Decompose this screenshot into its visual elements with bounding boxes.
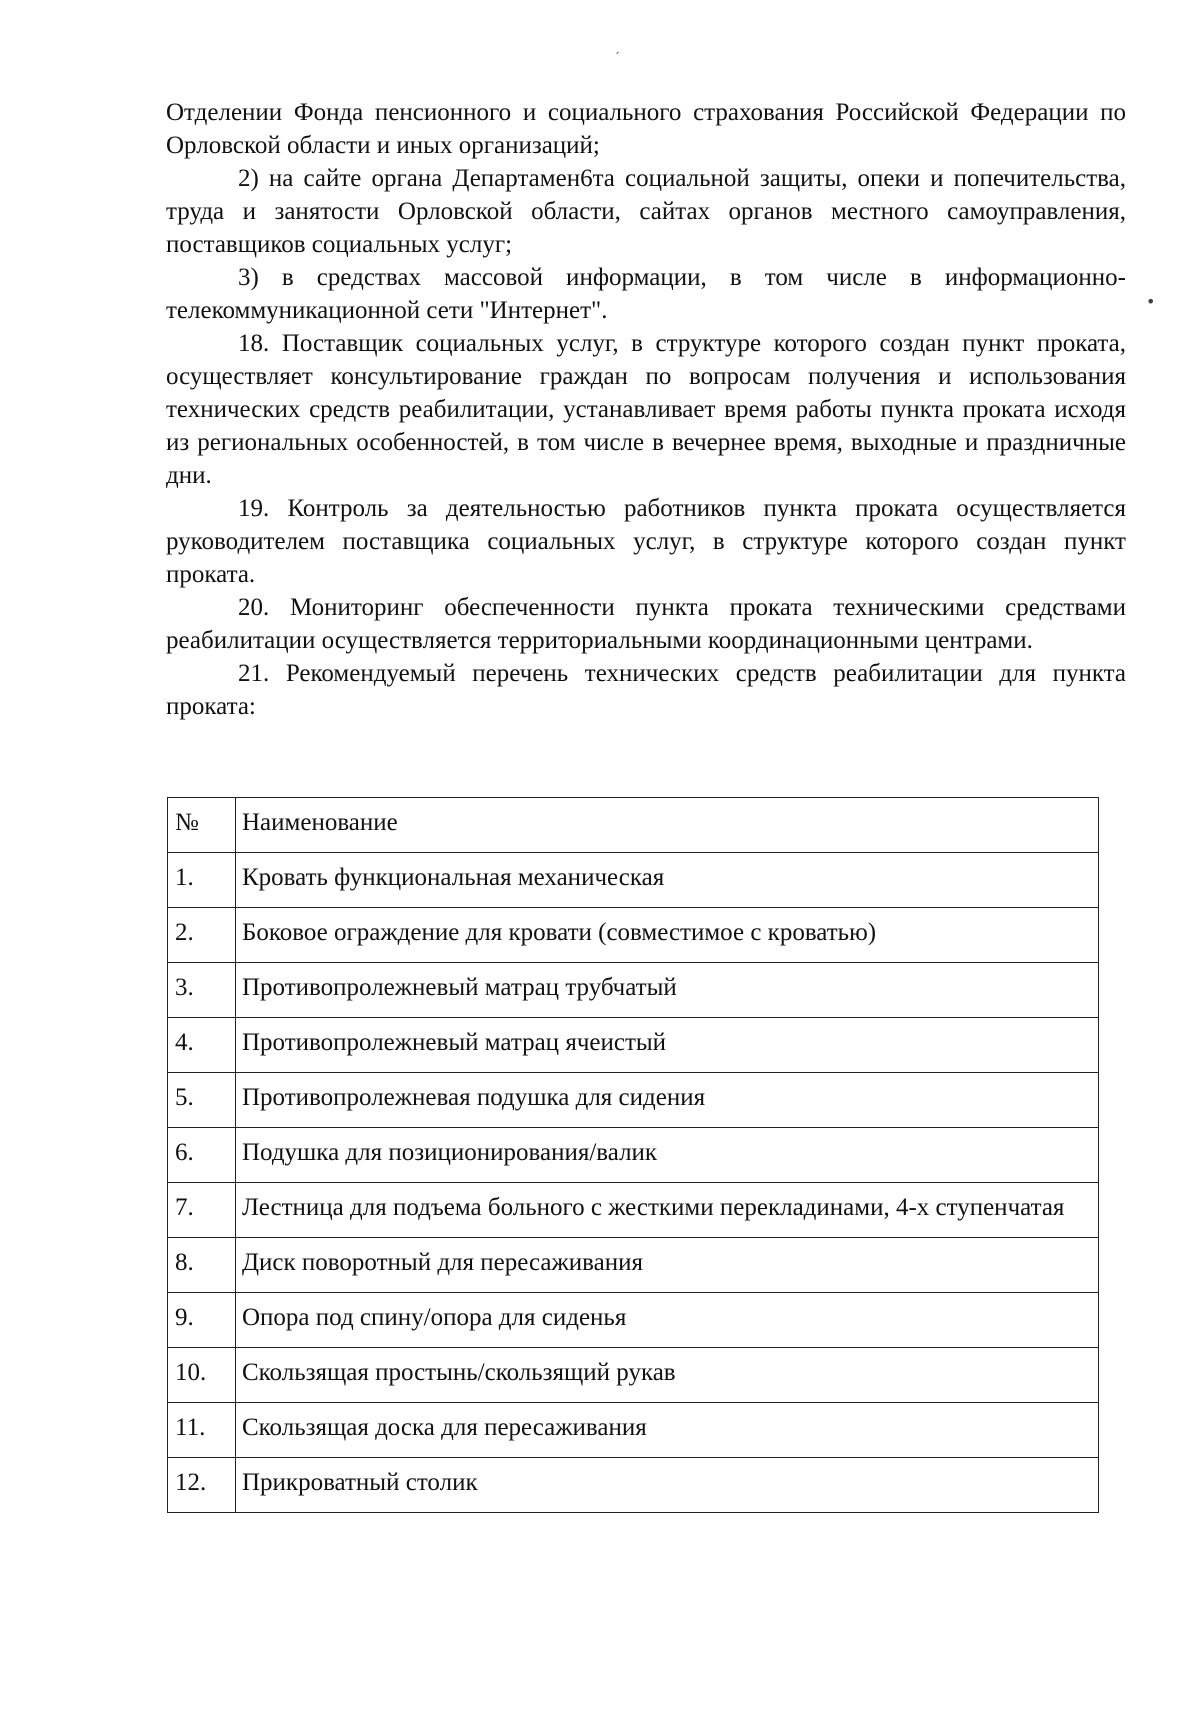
scan-speck: • [1146,292,1156,311]
table-row [168,1128,1099,1183]
row-name: Боковое ограждение для кровати (совместимое с кроватью) [236,908,1099,963]
row-num: 3. [168,963,236,1018]
table-row [168,908,1099,963]
row-num: 1. [168,853,236,908]
paragraph: 18. Поставщик социальных услуг, в структуре которого создан пункт проката, осуществляет консультирование граждан по вопросам получения и использования технических средств реабилитации, устанавливает время работы пункта проката исходя из региональных особенностей, в том числе в вечернее время, выходные и праздничные дни. [166,330,1126,489]
paragraph: Отделении Фонда пенсионного и социального страхования Российской Федерации по Орловской области и иных организаций; [166,99,1126,159]
row-num: 10. [168,1348,236,1403]
equipment-table [167,797,1099,1513]
table-row [168,853,1099,908]
paragraph: 20. Мониторинг обеспеченности пункта проката техническими средствами реабилитации осуществляется территориальными координационными центрами. [166,594,1126,654]
row-name: Подушка для позиционирования/валик [236,1128,1099,1183]
row-name: Опора под спину/опора для сиденья [236,1293,1099,1348]
row-num: 2. [168,908,236,963]
row-num: 5. [168,1073,236,1128]
row-name: Противопролежневая подушка для сидения [236,1073,1099,1128]
row-num: 8. [168,1238,236,1293]
row-name: Кровать функциональная механическая [236,853,1099,908]
table-header-row [168,798,1099,853]
table-row [168,1018,1099,1073]
header-name: Наименование [236,798,1099,853]
row-name: Прикроватный столик [236,1458,1099,1513]
table-row [168,1458,1099,1513]
table-row [168,1073,1099,1128]
row-num: 4. [168,1018,236,1073]
paragraph: 3) в средствах массовой информации, в том числе в информационно-телекоммуникационной сети "Интернет". [166,264,1126,324]
header-num: № [168,798,236,853]
row-num: 9. [168,1293,236,1348]
table-row [168,1183,1099,1238]
table-row [168,1348,1099,1403]
paragraph: 21. Рекомендуемый перечень технических средств реабилитации для пункта проката: [166,660,1126,720]
row-name: Противопролежневый матрац ячеистый [236,1018,1099,1073]
row-num: 7. [168,1183,236,1238]
equipment-table-wrap [167,797,1099,1513]
scan-speck: ˏ [614,40,620,54]
row-name: Скользящая простынь/скользящий рукав [236,1348,1099,1403]
row-num: 11. [168,1403,236,1458]
row-num: 6. [168,1128,236,1183]
table-row [168,1238,1099,1293]
table-row [168,963,1099,1018]
row-name: Диск поворотный для пересаживания [236,1238,1099,1293]
row-name: Скользящая доска для пересаживания [236,1403,1099,1458]
row-name: Противопролежневый матрац трубчатый [236,963,1099,1018]
document-body [166,96,1126,723]
row-name: Лестница для подъема больного с жесткими перекладинами, 4-х ступенчатая [236,1183,1099,1238]
table-row [168,1293,1099,1348]
paragraph: 19. Контроль за деятельностью работников пункта проката осуществляется руководителем поставщика социальных услуг, в структуре которого создан пункт проката. [166,495,1126,588]
row-num: 12. [168,1458,236,1513]
table-row [168,1403,1099,1458]
paragraph: 2) на сайте органа Департамен6та социальной защиты, опеки и попечительства, труда и занятости Орловской области, сайтах органов местного самоуправления, поставщиков социальных услуг; [166,165,1126,258]
